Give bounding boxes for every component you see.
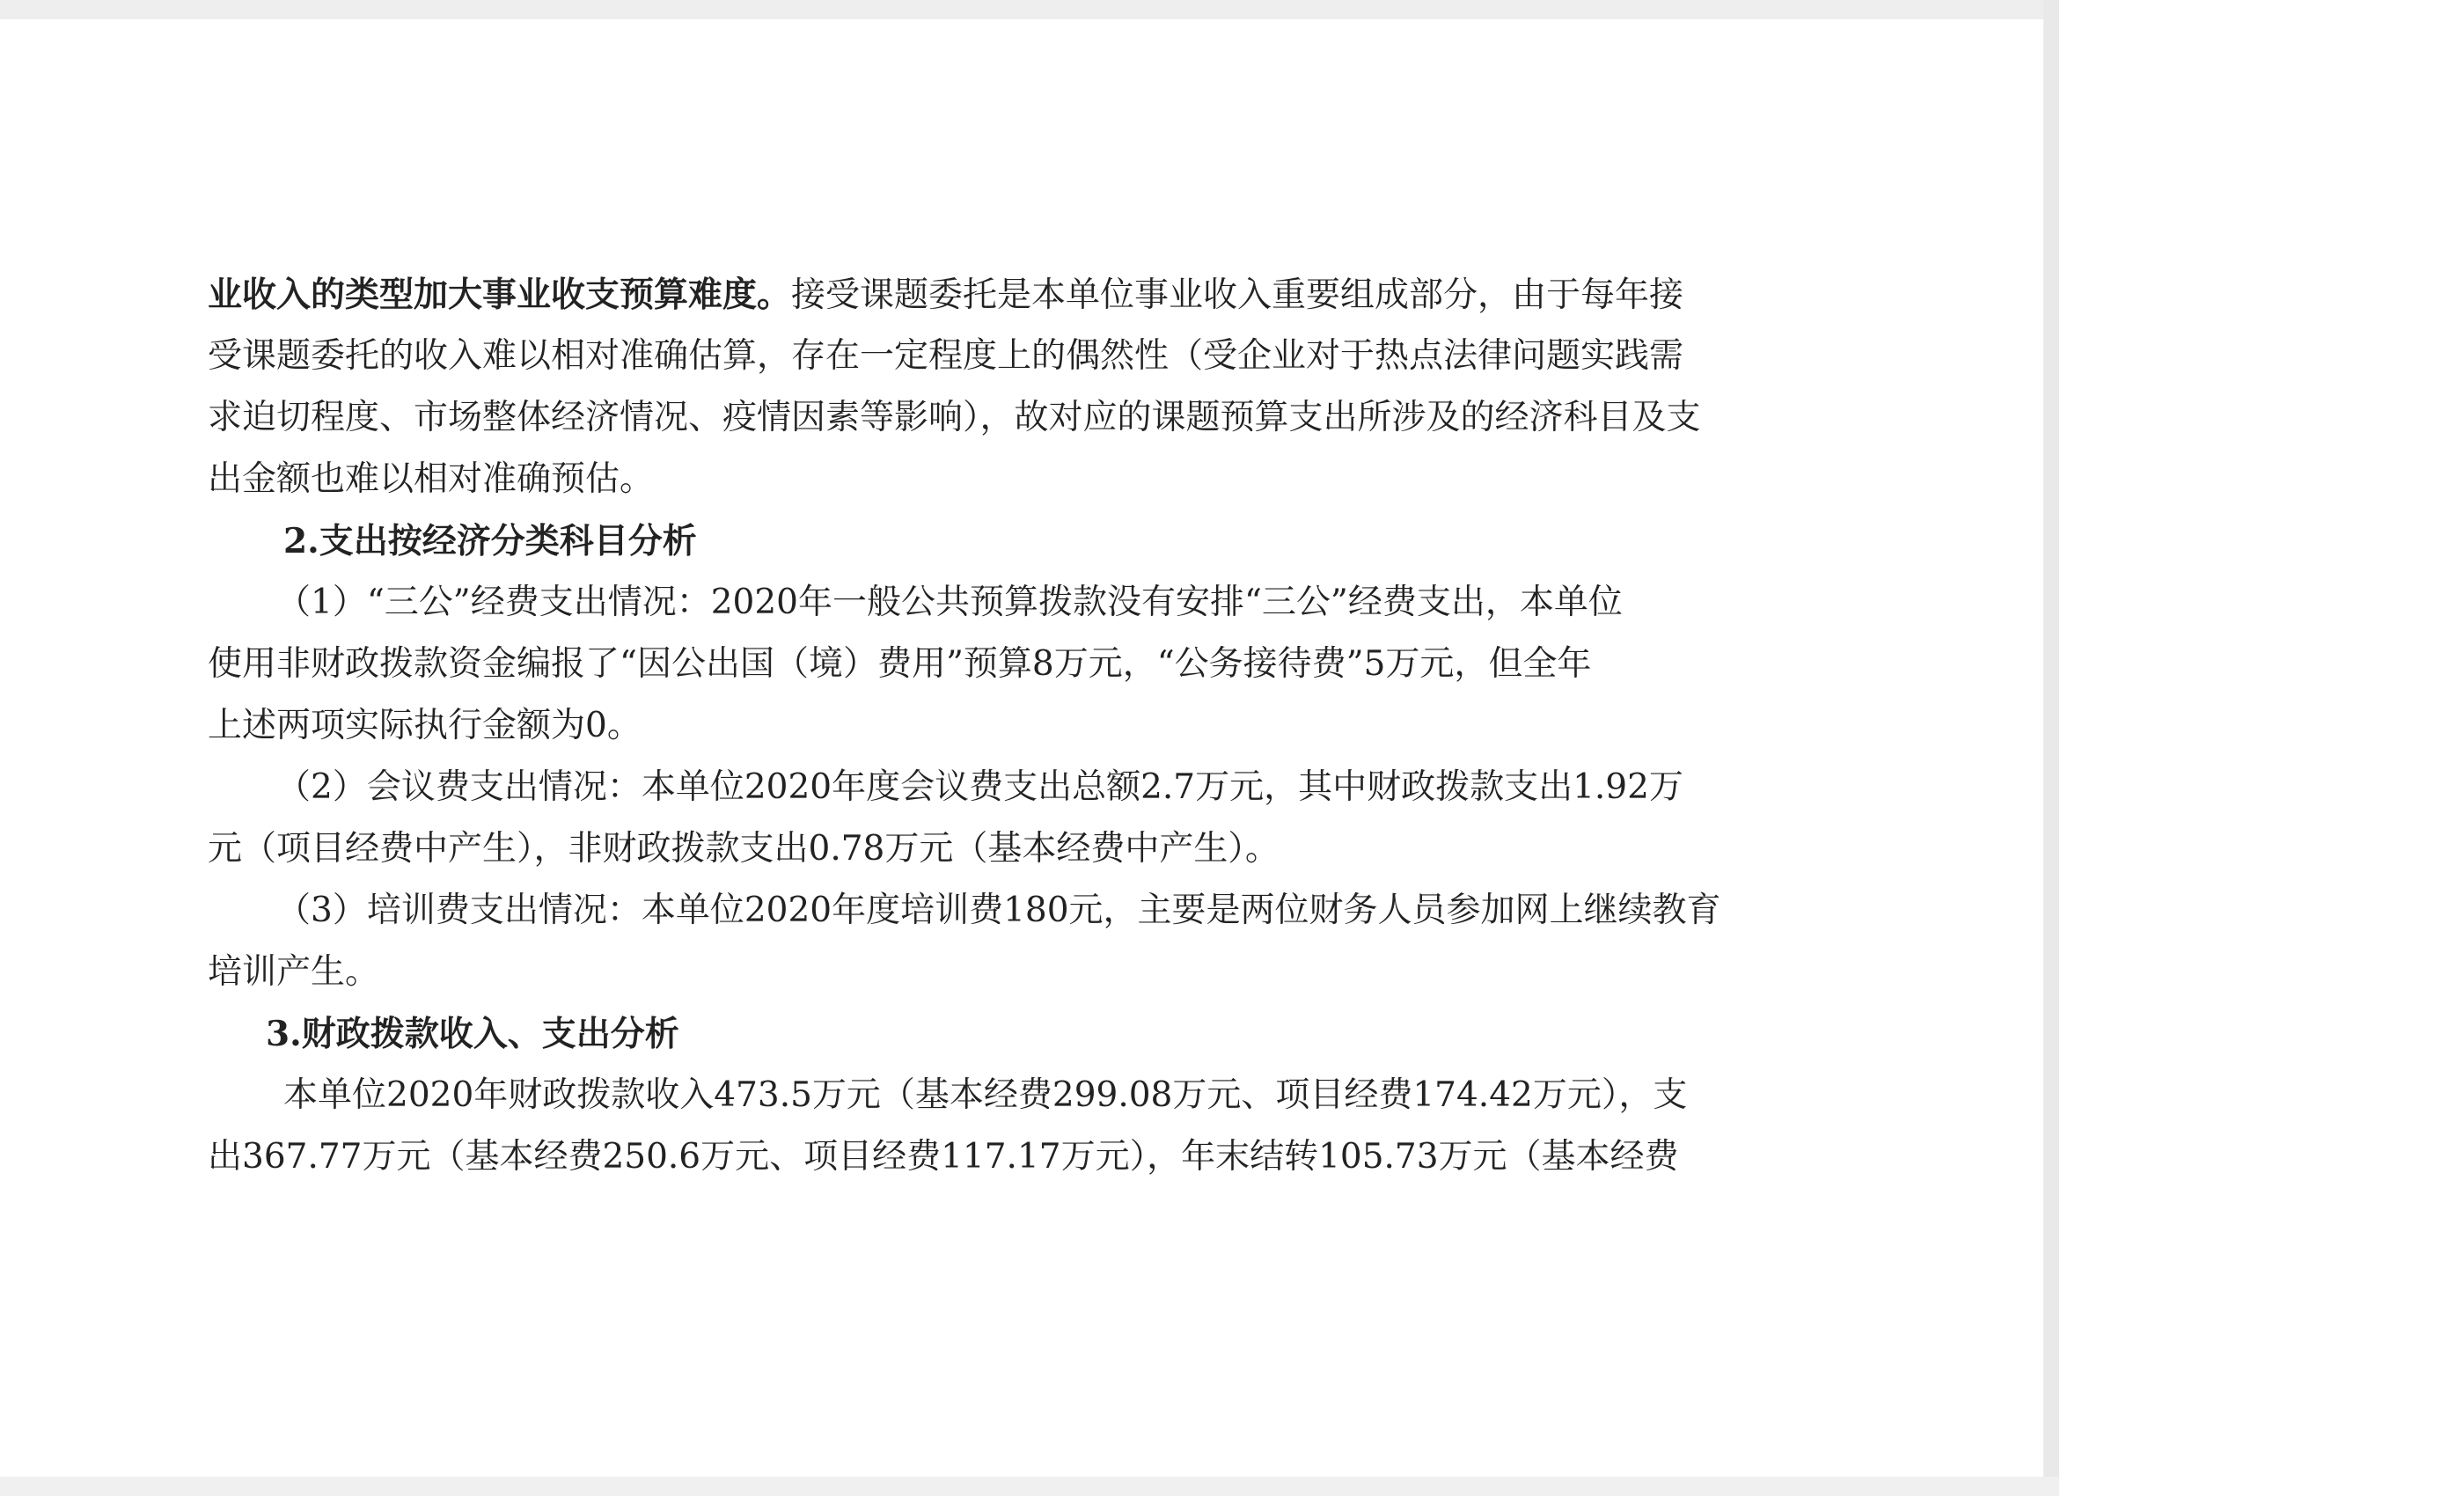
paragraph-line: 使用非财政拨款资金编报了“因公出国（境）费用”预算8万元，“公务接待费”5万元，但全年: [208, 644, 1592, 684]
scan-border-top: [0, 0, 2059, 19]
paragraph-line: 本单位2020年财政拨款收入473.5万元（基本经费299.08万元、项目经费174.42万元），支: [283, 1075, 1688, 1115]
paragraph-line: （1）“三公”经费支出情况：2020年一般公共预算拨款没有安排“三公”经费支出，本单位: [276, 583, 1623, 622]
paragraph-line: （3）培训费支出情况：本单位2020年度培训费180元，主要是两位财务人员参加网上继续教育: [276, 891, 1721, 930]
scan-border-bottom: [0, 1477, 2059, 1496]
bold-lead-phrase: 业收入的类型加大事业收支预算难度。: [208, 275, 792, 315]
line-text: 接受课题委托是本单位事业收入重要组成部分，由于每年接: [791, 275, 1684, 315]
paragraph-line: [208, 264, 1683, 326]
paragraph-line: 上述两项实际执行金额为0。: [208, 706, 642, 745]
paragraph-line: 元（项目经费中产生），非财政拨款支出0.78万元（基本经费中产生）。: [208, 829, 1280, 869]
paragraph-line: 培训产生。: [208, 952, 380, 992]
section-heading-3: 3.财政拨款收入、支出分析: [266, 1014, 679, 1054]
scan-border-right: [2043, 0, 2059, 1477]
section-heading-2: 2.支出按经济分类科目分析: [283, 521, 697, 561]
paragraph-line: 出金额也难以相对准确预估。: [208, 459, 655, 499]
paragraph-line: （2）会议费支出情况：本单位2020年度会议费支出总额2.7万元，其中财政拨款支出1.92万: [276, 767, 1683, 807]
paragraph-line: 出367.77万元（基本经费250.6万元、项目经费117.17万元），年末结转105.73万元（基本经费: [208, 1137, 1679, 1177]
paragraph-line: 受课题委托的收入难以相对准确估算，存在一定程度上的偶然性（受企业对于热点法律问题实践需: [208, 336, 1684, 376]
paragraph-line: 求迫切程度、市场整体经济情况、疫情因素等影响），故对应的课题预算支出所涉及的经济科目及支: [208, 398, 1701, 437]
